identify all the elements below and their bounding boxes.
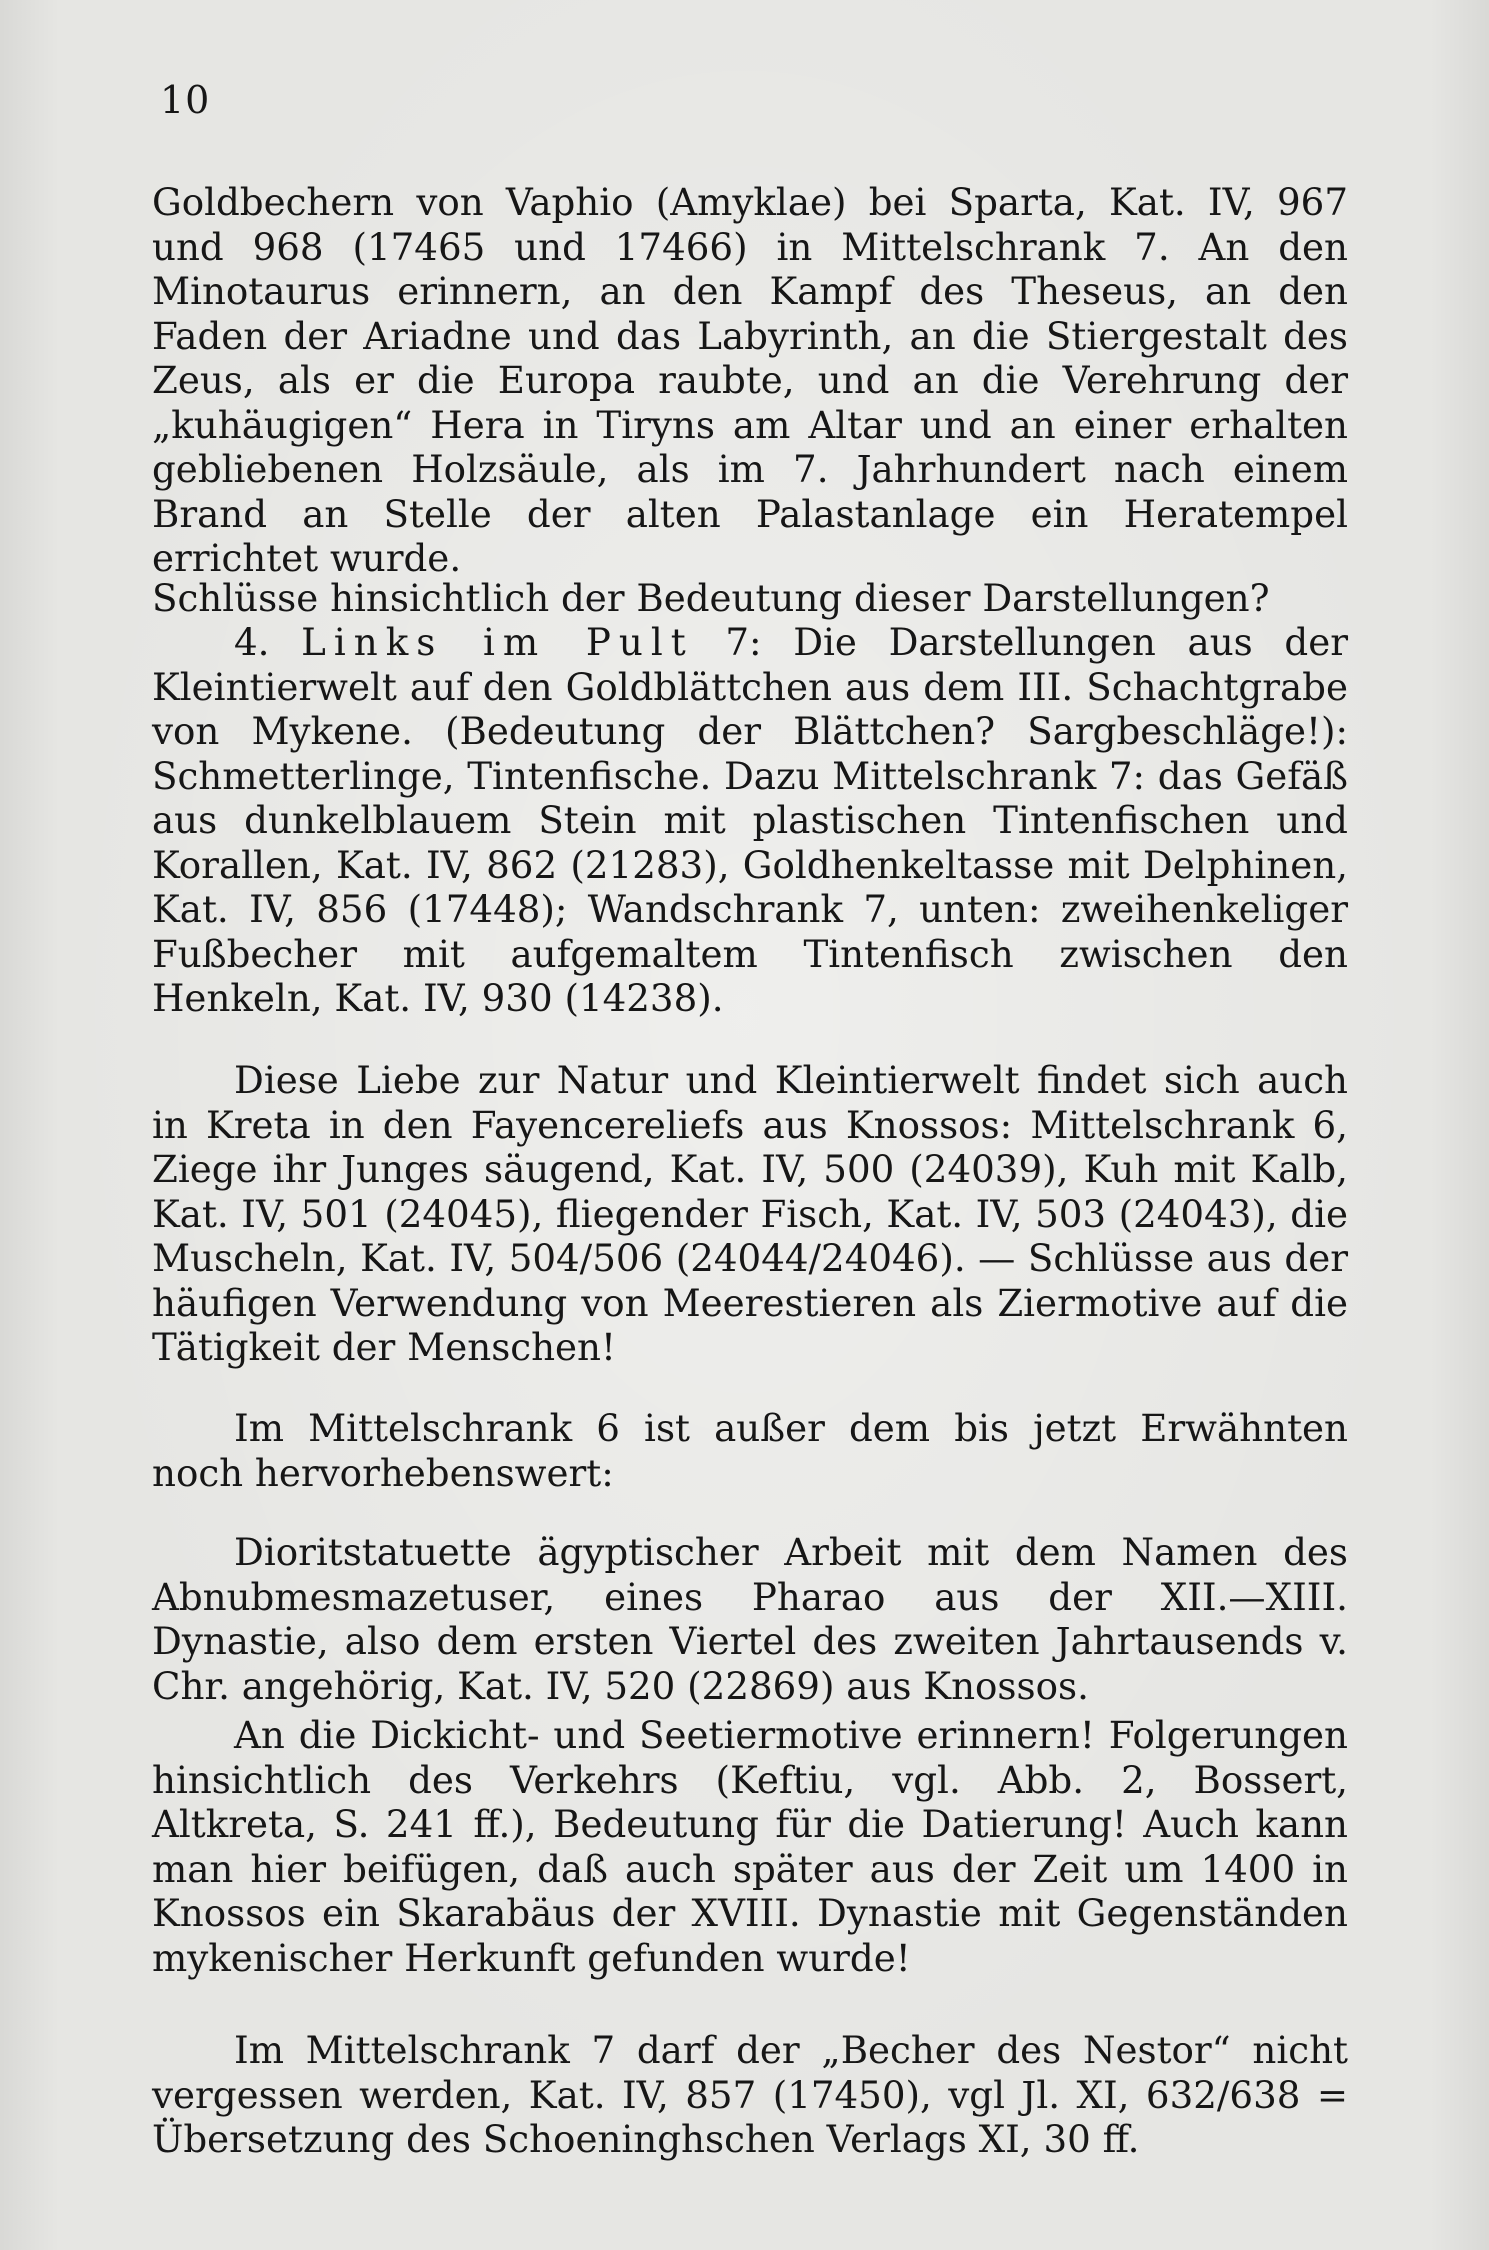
page-number: 10 bbox=[160, 78, 211, 122]
paragraph-8-block bbox=[152, 2028, 1348, 2162]
paragraph-2-block bbox=[152, 576, 1348, 621]
paragraph-3 bbox=[152, 620, 1348, 1021]
paragraph-4: Diese Liebe zur Natur und Kleintierwelt findet sich auch in Kreta in den Fayencereliefs aus Knossos: Mittelschrank 6, Ziege ihr Junges säugend, Kat. IV, 500 (24039), Kuh mit Kalb, Kat. IV, 501 (24045), fliegender Fisch, Kat. IV, 503 (24043), die Muscheln, Kat. IV, 504/506 (24044/24046). — Schlüsse aus der häufigen Verwendung von Meerestieren als Ziermotive auf die Tätigkeit der Menschen! bbox=[152, 1058, 1348, 1369]
paragraph-2: Schlüsse hinsichtlich der Bedeutung dieser Darstellungen? bbox=[152, 576, 1270, 620]
paragraph-3-block bbox=[152, 620, 1348, 1021]
paragraph-1: Goldbechern von Vaphio (Amyklae) bei Sparta, Kat. IV, 967 und 968 (17465 und 17466) in Mittelschrank 7. An den Minotaurus erinnern, an den Kampf des Theseus, an den Faden der Ariadne und das Labyrinth, an die Stiergestalt des Zeus, als er die Europa raubte, und an die Verehrung der „kuhäugigen“ Hera in Tiryns am Altar und an einer erhalten gebliebenen Holzsäule, als im 7. Jahrhundert nach einem Brand an Stelle der alten Palastanlage ein Heratempel errichtet wurde. bbox=[152, 180, 1348, 580]
paragraph-3-location: Links im Pult bbox=[301, 620, 694, 664]
paragraph-7-block bbox=[152, 1713, 1348, 1980]
paragraph-5: Im Mittelschrank 6 ist außer dem bis jetzt Erwähnten noch hervorhebenswert: bbox=[152, 1406, 1348, 1495]
paragraph-7: An die Dickicht- und Seetiermotive erinnern! Folgerungen hinsichtlich des Verkehrs (Keftiu, vgl. Abb. 2, Bossert, Altkreta, S. 241 ff.), Bedeutung für die Datierung! Auch kann man hier beifügen, daß auch später aus der Zeit um 1400 in Knossos ein Skarabäus der XVIII. Dynastie mit Gegenständen mykenischer Herkunft gefunden wurde! bbox=[152, 1713, 1348, 1980]
paragraph-1-block bbox=[152, 180, 1348, 581]
paragraph-8: Im Mittelschrank 7 darf der „Becher des Nestor“ nicht vergessen werden, Kat. IV, 857 (17450), vgl Jl. XI, 632/638 = Übersetzung des Schoeninghschen Verlags XI, 30 ff. bbox=[152, 2028, 1348, 2161]
paragraph-5-block bbox=[152, 1406, 1348, 1495]
paragraph-6: Dioritstatuette ägyptischer Arbeit mit dem Namen des Abnubmesmazetuser, eines Pharao aus der XII.—XIII. Dynastie, also dem ersten Viertel des zweiten Jahrtausends v. Chr. angehörig, Kat. IV, 520 (22869) aus Knossos. bbox=[152, 1530, 1348, 1708]
paragraph-3-number: 4. bbox=[234, 620, 270, 664]
paragraph-6-block bbox=[152, 1530, 1348, 1708]
paragraph-3-text: 7: Die Darstellungen aus der Kleintierwelt auf den Goldblättchen aus dem III. Schachtgrabe von Mykene. (Bedeutung der Blättchen? Sargbeschläge!): Schmetterlinge, Tintenfische. Dazu Mittelschrank 7: das Gefäß aus dunkelblauem Stein mit plastischen Tintenfischen und Korallen, Kat. IV, 862 (21283), Goldhenkeltasse mit Delphinen, Kat. IV, 856 (17448); Wandschrank 7, unten: zweihenkeliger Fußbecher mit aufgemaltem Tintenfisch zwischen den Henkeln, Kat. IV, 930 (14238). bbox=[152, 620, 1348, 1020]
paragraph-4-block bbox=[152, 1058, 1348, 1370]
